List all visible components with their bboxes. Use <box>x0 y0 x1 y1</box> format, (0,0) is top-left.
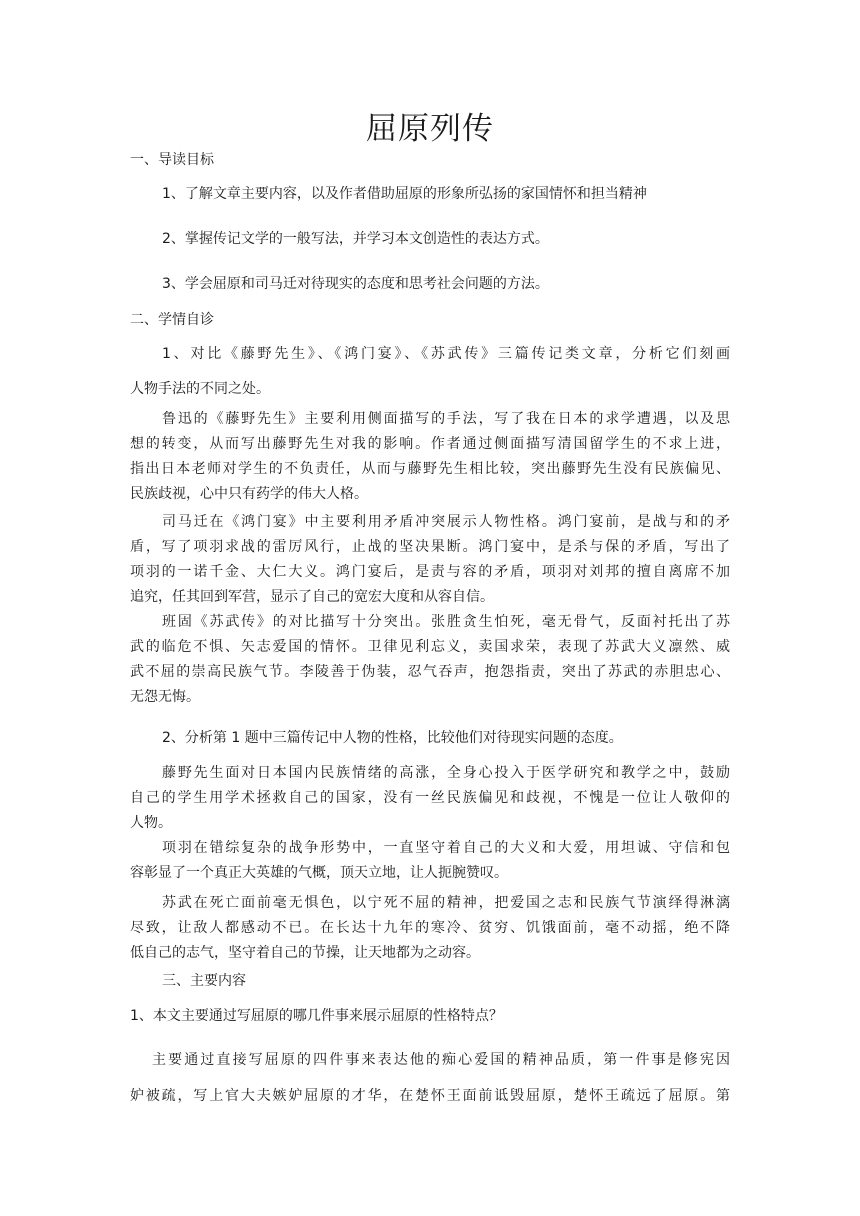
paragraph-line: 班固《苏武传》的对比描写十分突出。张胜贪生怕死，毫无骨气，反面衬托出了苏 <box>162 614 730 630</box>
paragraph-line: 武不屈的崇高民族气节。李陵善于伪装，忍气吞声，抱怨指责，突出了苏武的赤胆忠心、 <box>130 664 730 680</box>
paragraph-line: 项羽的一诺千金、大仁大义。鸿门宴后，是责与容的矛盾，项羽对刘邦的擅自离席不加 <box>130 564 730 580</box>
paragraph-line: 人物。 <box>130 815 172 831</box>
paragraph-line: 妒被疏，写上官大夫嫉妒屈原的才华，在楚怀王面前诋毁屈原，楚怀王疏远了屈原。第 <box>130 1088 730 1104</box>
paragraph-line: 尽致，让敌人都感动不已。在长达十九年的寒冷、贫穷、饥饿面前，毫不动摇，绝不降 <box>130 920 730 936</box>
paragraph-line: 容彰显了一个真正大英雄的气概，顶天立地，让人扼腕赞叹。 <box>130 865 508 881</box>
paragraph-line: 低自己的志气，坚守着自己的节操，让天地都为之动容。 <box>130 945 480 961</box>
paragraph-line: 项羽在错综复杂的战争形势中，一直坚守着自己的大义和大爱，用坦诚、守信和包 <box>162 840 730 856</box>
goal-item: 2、掌握传记文学的一般写法，并学习本文创造性的表达方式。 <box>162 231 549 247</box>
goal-item: 3、学会屈原和司马迁对待现实的态度和思考社会问题的方法。 <box>162 276 549 292</box>
paragraph-line: 司马迁在《鸿门宴》中主要利用矛盾冲突展示人物性格。鸿门宴前，是战与和的矛 <box>162 514 730 530</box>
document-title: 屈原列传 <box>366 111 494 147</box>
paragraph-line: 盾，写了项羽求战的雷厉风行，止战的坚决果断。鸿门宴中，是杀与保的矛盾，写出了 <box>130 539 730 555</box>
paragraph-line: 无怨无悔。 <box>130 689 200 705</box>
paragraph-line: 藤野先生面对日本国内民族情绪的高涨，全身心投入于医学研究和教学之中，鼓励 <box>162 765 730 781</box>
section-heading-reading-goals: 一、导读目标 <box>130 152 214 168</box>
section-heading-main-content: 三、主要内容 <box>162 973 246 989</box>
goal-item: 1、了解文章主要内容，以及作者借助屈原的形象所弘扬的家国情怀和担当精神 <box>162 186 647 202</box>
question-line: 2、分析第 1 题中三篇传记中人物的性格，比较他们对待现实问题的态度。 <box>162 730 623 746</box>
paragraph-line: 民族歧视，心中只有药学的伟大人格。 <box>130 486 368 502</box>
paragraph-line: 追究，任其回到军营，显示了自己的宽宏大度和从容自信。 <box>130 589 494 605</box>
paragraph-line: 想的转变，从而写出藤野先生对我的影响。作者通过侧面描写清国留学生的不求上进， <box>130 436 730 452</box>
question-line: 人物手法的不同之处。 <box>130 381 270 397</box>
question-line: 1、本文主要通过写屈原的哪几件事来展示屈原的性格特点？ <box>130 1008 503 1024</box>
paragraph-line: 指出日本老师对学生的不负责任，从而与藤野先生相比较，突出藤野先生没有民族偏见、 <box>130 461 730 477</box>
paragraph-line: 苏武在死亡面前毫无惧色，以宁死不屈的精神，把爱国之志和民族气节演绎得淋漓 <box>162 895 730 911</box>
paragraph-line: 武的临危不惧、矢志爱国的情怀。卫律见利忘义，卖国求荣，表现了苏武大义凛然、威 <box>130 639 730 655</box>
paragraph-line: 主要通过直接写屈原的四件事来表达他的痴心爱国的精神品质，第一件事是修宪因 <box>152 1052 730 1068</box>
question-line: 1、对比《藤野先生》、《鸿门宴》、《苏武传》三篇传记类文章，分析它们刻画 <box>162 346 730 362</box>
section-heading-self-diagnosis: 二、学情自诊 <box>130 312 214 328</box>
paragraph-line: 鲁迅的《藤野先生》主要利用侧面描写的手法，写了我在日本的求学遭遇，以及思 <box>162 411 730 427</box>
paragraph-line: 自己的学生用学术拯救自己的国家，没有一丝民族偏见和歧视，不愧是一位让人敬仰的 <box>130 790 730 806</box>
